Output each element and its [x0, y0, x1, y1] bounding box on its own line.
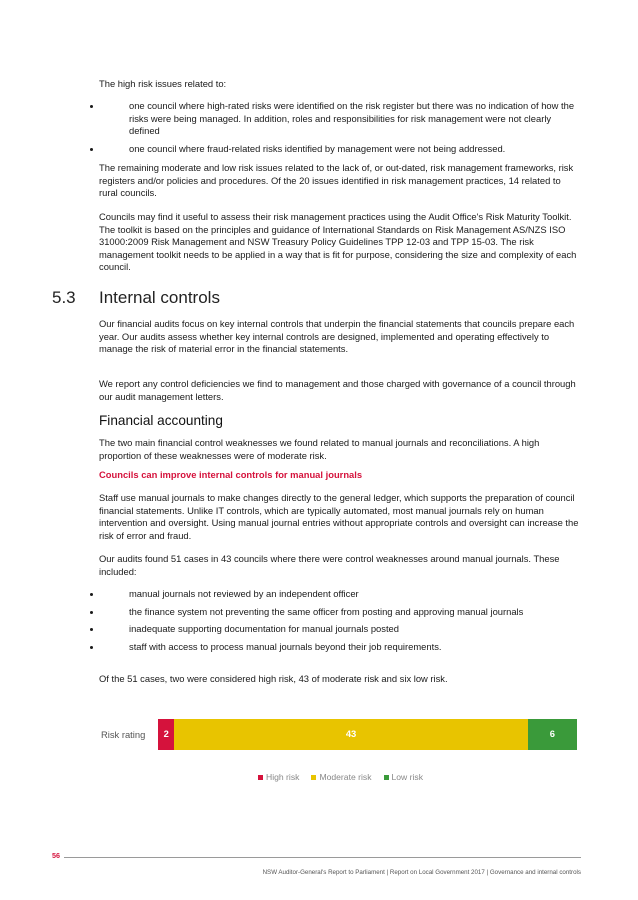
bullet-icon [90, 148, 93, 151]
list-item: manual journals not reviewed by an independent officer [90, 588, 582, 601]
footer-text: NSW Auditor-General's Report to Parliament | Report on Local Government 2017 | Governance and internal controls [262, 869, 581, 876]
chart-legend [258, 771, 423, 784]
bullet-icon [90, 105, 93, 108]
legend-label: Low risk [391, 772, 424, 782]
list-item: one council where fraud-related risks identified by management were not being addressed. [90, 143, 582, 156]
legend-label: High risk [266, 772, 300, 782]
bar-data-label: 6 [549, 728, 555, 740]
bar-segment-low-risk [528, 719, 577, 750]
footer-divider [64, 857, 581, 858]
section-number: 5.3 [52, 288, 76, 307]
legend-item [258, 771, 299, 784]
legend-label: Moderate risk [319, 772, 372, 782]
section-paragraph: Our financial audits focus on key internal controls that underpin the financial statements that councils prepare each year. Our audits assess whether key internal controls are designed, implemented and operating effectively to manage the risk of material error in the financial statements. [99, 318, 575, 355]
list-item: one council where high-rated risks were identified on the risk register but there was no indication of how the risks were being managed. In addition, roles and responsibilities for risk management were not clearly defined [90, 100, 582, 138]
section-heading [52, 288, 220, 308]
section-paragraph: We report any control deficiencies we find to management and those charged with governance of a council through our audit management letters. [99, 378, 576, 402]
intro-bullet-list [90, 100, 582, 160]
subsection-paragraph: Our audits found 51 cases in 43 councils where there were control weaknesses around manual journals. These included: [99, 553, 560, 577]
bullet-icon [90, 628, 93, 631]
subsection-paragraph: Staff use manual journals to make changes directly to the general ledger, which supports the preparation of council financial statements. Unlike IT controls, which are typically automated, most manual journals rely on human intervention and oversight. Using manual journal entries without appropriate controls and oversight can increase the risk of error and fraud. [99, 492, 579, 541]
legend-item [311, 771, 371, 784]
legend-swatch-icon [384, 775, 389, 780]
bar-data-label: 43 [345, 728, 357, 740]
list-item: staff with access to process manual journals beyond their job requirements. [90, 641, 582, 654]
bullet-icon [90, 646, 93, 649]
page-number: 56 [52, 851, 60, 860]
legend-swatch-icon [258, 775, 263, 780]
bar-segment-high-risk [158, 719, 174, 750]
section-title: Internal controls [99, 288, 220, 307]
list-item: the finance system not preventing the same officer from posting and approving manual journals [90, 606, 582, 619]
intro-lead: The high risk issues related to: [99, 78, 227, 89]
legend-item [384, 771, 424, 784]
subsection-paragraph: The two main financial control weaknesses we found related to manual journals and reconciliations. A high proportion of these weaknesses were of moderate risk. [99, 437, 540, 461]
subsection-heading: Financial accounting [99, 413, 223, 428]
subsection-paragraph: Of the 51 cases, two were considered high risk, 43 of moderate risk and six low risk. [99, 673, 448, 684]
legend-swatch-icon [311, 775, 316, 780]
bar-segment-moderate-risk [174, 719, 527, 750]
chart-category-label: Risk rating [101, 729, 146, 740]
bar-data-label: 2 [163, 728, 169, 740]
intro-paragraph: The remaining moderate and low risk issues related to the lack of, or out-dated, risk management frameworks, risk registers and/or policies and procedures. Of the 20 issues identified in risk management practices, 14 related to rural councils. [99, 162, 574, 199]
manual-journal-bullet-list [90, 588, 582, 658]
intro-paragraph: Councils may find it useful to assess their risk management practices using the Audit Office's Risk Maturity Toolkit. The toolkit is based on the principles and guidance of International Standards on Risk Management AS/NZS ISO 31000:2009 Risk Management and NSW Treasury Policy Guidelines TPP 12-03 and TPP 15-03. The risk management toolkit needs to be applied in a way that is fit for purpose, considering the size and complexity of each council. [99, 211, 577, 273]
bullet-icon [90, 593, 93, 596]
list-item: inadequate supporting documentation for manual journals posted [90, 623, 582, 636]
callout-heading: Councils can improve internal controls for manual journals [99, 469, 363, 480]
bullet-icon [90, 611, 93, 614]
